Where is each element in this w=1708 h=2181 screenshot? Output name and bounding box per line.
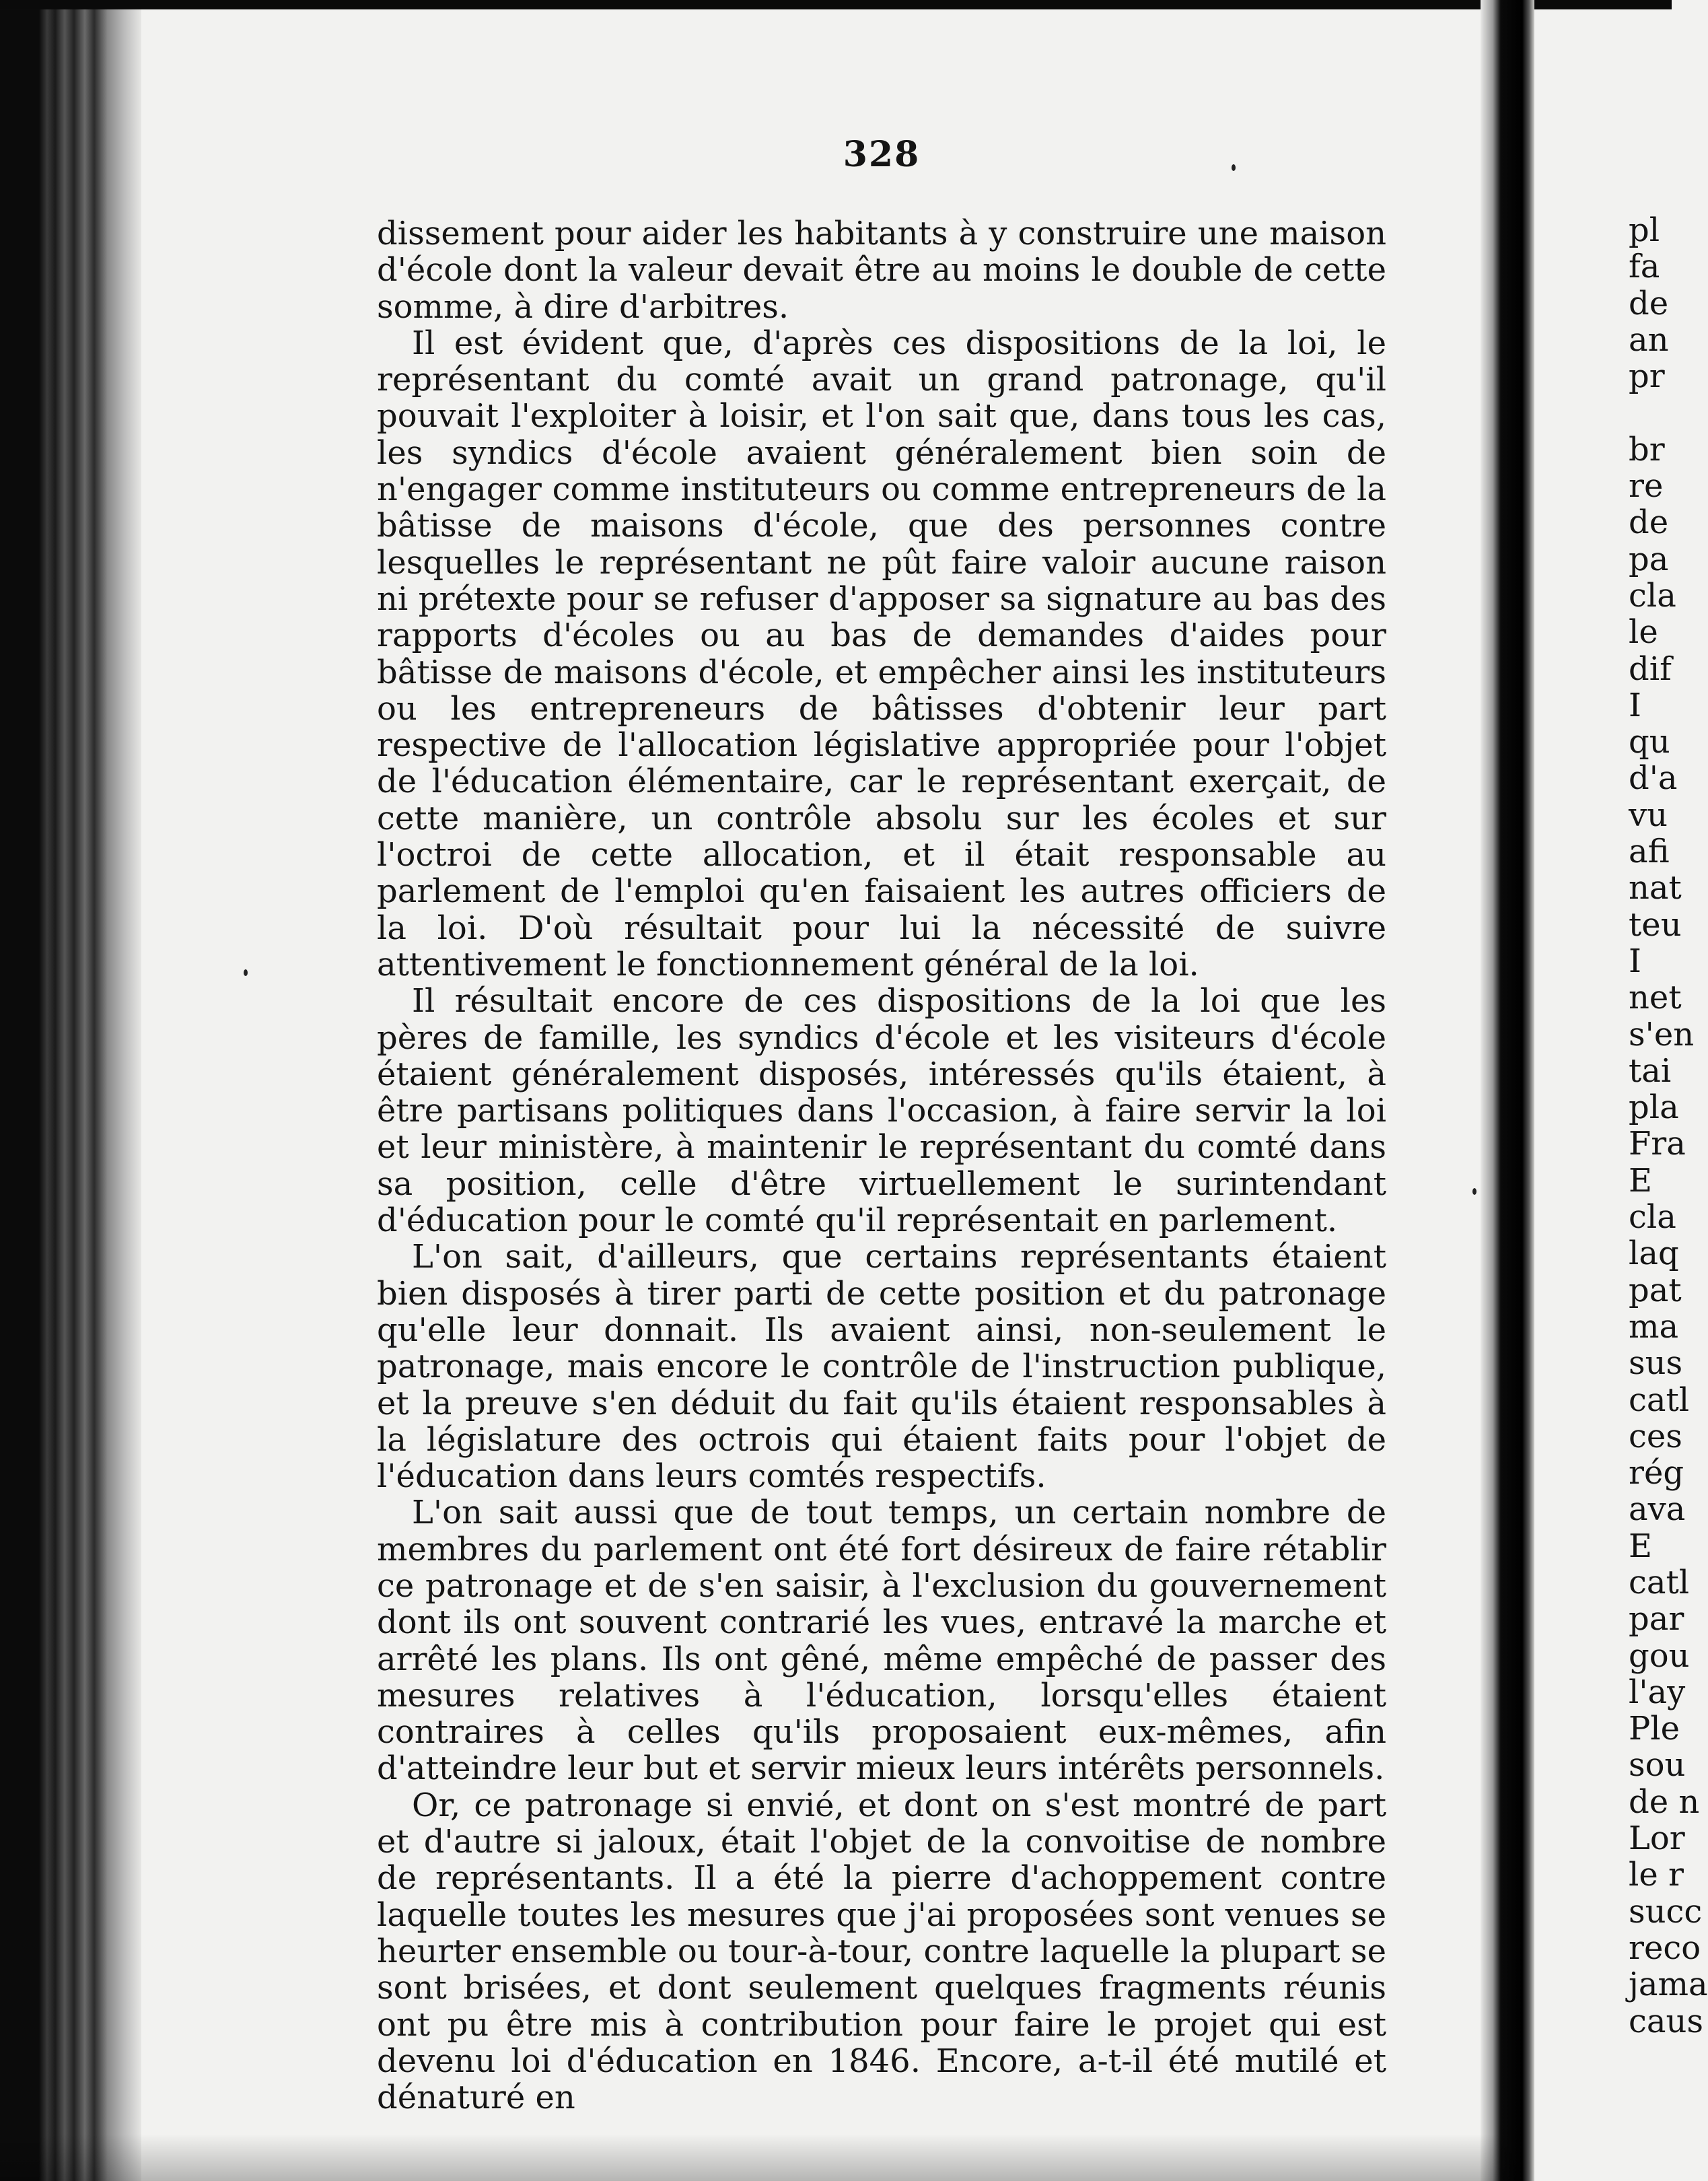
facing-page-line [1629, 394, 1672, 431]
book-edge-shadow [0, 0, 141, 2181]
paragraph: Il est évident que, d'après ces dispositions de la loi, le représentant du comté avait un grand patronage, qu'il pouvait l'exploiter à loisir, et l'on sait que, dans tous les cas, les syndics d'école avaient généralement bien soin de n'engager comme instituteurs ou comme entrepreneurs de la bâtisse de maisons d'école, que des personnes contre lesquelles le représentant ne pût faire valoir aucune raison ni prétexte pour se refuser d'apposer sa signature au bas des rapports d'écoles ou au bas de demandes d'aides pour bâtisse de maisons d'école, et empêcher ainsi les instituteurs ou les entrepreneurs de bâtisses d'obtenir leur part respective de l'allocation législative appropriée pour l'objet de l'éducation élémentaire, car le représentant exerçait, de cette manière, un contrôle absolu sur les écoles et sur l'octroi de cette allocation, et il était responsable au parlement de l'emploi qu'en faisaient les autres officiers de la loi. D'où résultait pour lui la nécessité de suivre attentivement le fonctionnement général de la loi. [377, 324, 1386, 983]
facing-page-line: Lor [1629, 1820, 1685, 1858]
facing-page-line: laq [1629, 1235, 1679, 1273]
page-body-text [377, 215, 1386, 2116]
facing-page-line: pla [1629, 1088, 1679, 1127]
facing-page-line: pr [1629, 357, 1665, 396]
facing-page-line: jama [1629, 1966, 1708, 2004]
facing-page-line: dif [1629, 650, 1672, 688]
facing-page-line: catl [1629, 1381, 1690, 1419]
facing-page-line: de [1629, 284, 1669, 322]
ink-speck [244, 969, 248, 976]
facing-page-line: afi [1629, 833, 1670, 871]
page-bottom-shadow [0, 2134, 1521, 2181]
facing-page-line: ava [1629, 1490, 1686, 1529]
paragraph: L'on sait, d'ailleurs, que certains représentants étaient bien disposés à tirer parti de cette position et du patronage qu'elle leur donnait. Ils avaient ainsi, non-seulement le patronage, mais encore le contrôle de l'instruction publique, et la preuve s'en déduit du fait qu'ils étaient responsables à la législature des octrois qui étaient faits pour l'objet de l'éducation dans leurs comtés respectifs. [377, 1238, 1386, 1496]
facing-page-line: an [1629, 320, 1669, 359]
facing-page-line: l'ay [1629, 1673, 1686, 1711]
facing-page-fragment [1629, 211, 1708, 2040]
facing-page-line: catl [1629, 1563, 1690, 1601]
facing-page-line: pl [1629, 211, 1660, 249]
facing-page-line: ces [1629, 1417, 1682, 1455]
facing-page-line: I [1629, 686, 1641, 724]
facing-page-line: sou [1629, 1746, 1686, 1785]
book-page [377, 135, 1386, 2116]
facing-page-line: par [1629, 1600, 1684, 1638]
facing-page-line: Ple [1629, 1710, 1680, 1748]
paragraph: dissement pour aider les habitants à y construire une maison d'école dont la valeur devait être au moins le double de cette somme, à dire d'arbitres. [377, 215, 1386, 326]
facing-page-line: re [1629, 467, 1664, 506]
facing-page-line: rég [1629, 1454, 1684, 1492]
facing-page-line: gou [1629, 1636, 1690, 1675]
facing-page-line: cla [1629, 1198, 1676, 1237]
paragraph: L'on sait aussi que de tout temps, un certain nombre de membres du parlement ont été fort désireux de faire rétablir ce patronage et de s'en saisir, à l'exclusion du gouvernement dont ils ont souvent contrarié les vues, entravé la marche et arrêté les plans. Ils ont gêné, même empêché de passer des mesures relatives à l'éducation, lorsqu'elles étaient contraires à celles qu'ils proposaient eux-mêmes, afin d'atteindre leur but et servir mieux leurs intérêts personnels. [377, 1494, 1386, 1788]
facing-page-line: pat [1629, 1271, 1682, 1309]
facing-page-line: pa [1629, 540, 1669, 578]
facing-page-line: Fra [1629, 1125, 1686, 1163]
facing-page-line: de [1629, 504, 1669, 542]
facing-page-line: cla [1629, 576, 1676, 615]
facing-page-line: net [1629, 979, 1682, 1017]
paragraph: Or, ce patronage si envié, et dont on s'est montré de part et d'autre si jaloux, était l'objet de la convoitise de nombre de représentants. Il a été la pierre d'achoppement contre laquelle toutes les mesures que j'ai proposées sont venues se heurter ensemble ou tour-à-tour, contre laquelle la plupart se sont brisées, et dont seulement quelques fragments réunis ont pu être mis à contribution pour faire le projet qui est devenu loi d'éducation en 1846. Encore, a-t-il été mutilé et dénaturé en [377, 1786, 1386, 2117]
facing-page-line: E [1629, 1527, 1653, 1565]
facing-page-line: sus [1629, 1344, 1683, 1383]
facing-page-line: succ [1629, 1892, 1703, 1931]
facing-page-line: le r [1629, 1856, 1684, 1894]
facing-page-line: de n [1629, 1782, 1700, 1821]
facing-page-line: ma [1629, 1307, 1679, 1346]
facing-page-line: tai [1629, 1051, 1672, 1090]
facing-page-line: caus [1629, 2002, 1704, 2040]
facing-page-line: fa [1629, 248, 1660, 286]
book-binding-gutter [1481, 0, 1534, 2181]
ink-speck [1472, 1188, 1476, 1195]
facing-page-line: E [1629, 1161, 1653, 1200]
paragraph: Il résultait encore de ces dispositions de la loi que les pères de famille, les syndics d'école et les visiteurs d'école étaient généralement disposés, intéressés qu'ils étaient, à être partisans politiques dans l'occasion, à faire servir la loi et leur ministère, à maintenir le représentant du comté dans sa position, celle d'être virtuellement le surintendant d'éducation pour le comté qu'il représentait en parlement. [377, 982, 1386, 1240]
page-number: 328 [843, 134, 921, 175]
facing-page-line: s'en [1629, 1015, 1695, 1053]
facing-page-line: vu [1629, 796, 1668, 834]
facing-page-line: reco [1629, 1929, 1701, 1967]
facing-page-line: nat [1629, 869, 1682, 907]
facing-page-line: I [1629, 942, 1641, 980]
facing-page-line: qu [1629, 723, 1670, 761]
facing-page-line: br [1629, 430, 1665, 469]
facing-page-line: le [1629, 613, 1658, 652]
facing-page-line: d'a [1629, 759, 1678, 798]
scan-border [0, 0, 1672, 9]
facing-page-line: teu [1629, 905, 1682, 944]
